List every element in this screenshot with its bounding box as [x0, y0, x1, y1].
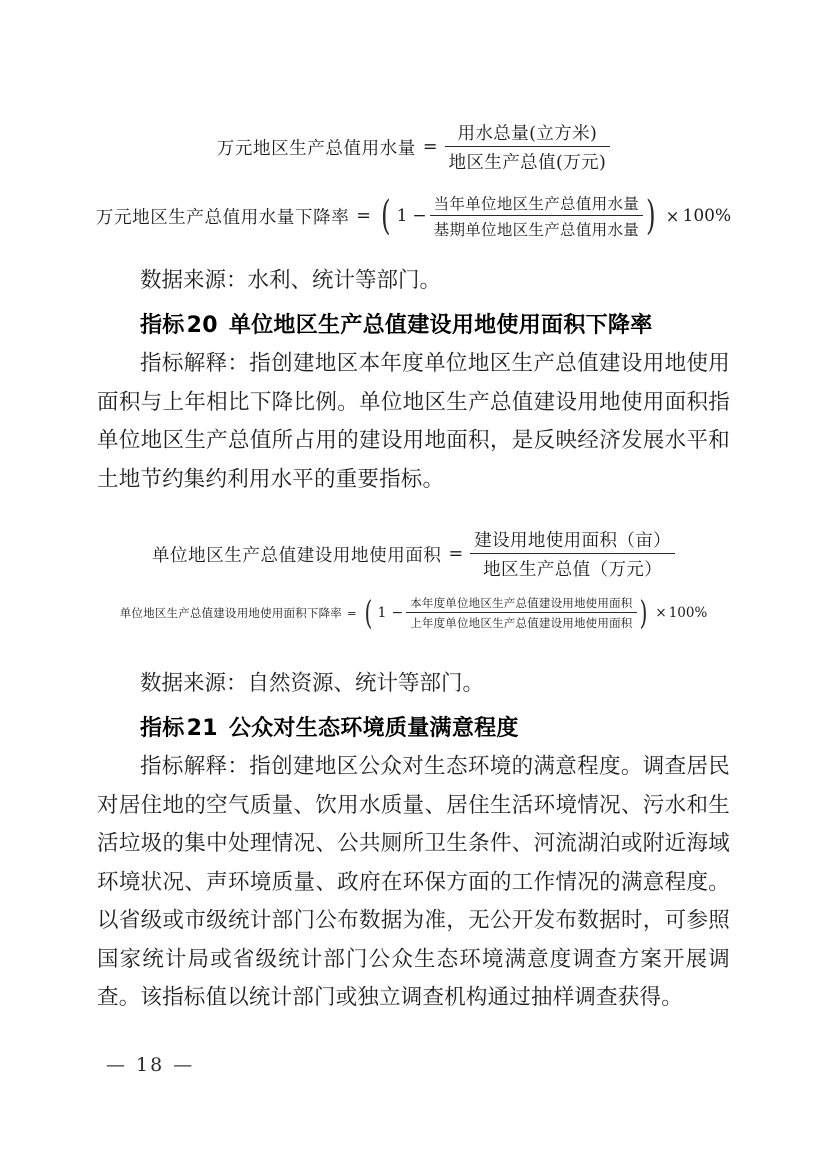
formula-4-percent: 100% — [668, 605, 708, 621]
data-source-line-2: 数据来源：自然资源、统计等部门。 — [140, 671, 485, 696]
formula-2-denominator: 基期单位地区生产总值用水量 — [433, 221, 640, 239]
heading-20-title: 单位地区生产总值建设用地使用面积下降率 — [228, 312, 653, 338]
page-number-footer — [97, 1054, 203, 1076]
page-number-value: 18 — [136, 1054, 165, 1076]
formula-2-percent: 100% — [682, 206, 732, 226]
formula-1-fraction — [445, 120, 611, 174]
heading-21-label: 指标 — [140, 715, 185, 741]
formula-4-one: 1 — [377, 605, 387, 621]
paragraph-indicator-21-explanation: 指标解释：指创建地区公众对生态环境的满意程度。调查居民对居住地的空气质量、饮用水质量、居住生活环境情况、污水和生活垃圾的集中处理情况、公共厕所卫生条件、河流湖泊或附近海域环境状况、声环境质量、政府在环保方面的工作情况的满意程度。以省级或市级统计部门公布数据为准，无公开发布数据时，可参照国家统计局或省级统计部门公众生态环境满意度调查方案开展调查。该指标值以统计部门或独立调查机构通过抽样调查获得。 — [97, 754, 730, 1010]
heading-21-title: 公众对生态环境质量满意程度 — [228, 715, 519, 741]
data-source-line-1: 数据来源：水利、统计等部门。 — [140, 268, 442, 293]
formula-1-denominator: 地区生产总值(万元) — [448, 153, 607, 173]
formula-3-numerator: 建设用地使用面积（亩） — [470, 527, 675, 554]
heading-21-number: 21 — [186, 715, 218, 741]
formula-2-numerator: 当年单位地区生产总值用水量 — [430, 192, 643, 216]
formula-4-fraction — [406, 595, 636, 631]
formula-2-fraction — [430, 192, 643, 240]
formula-2-left-side: 万元地区生产总值用水量下降率 — [95, 207, 350, 228]
formula-4-minus-sign: − — [391, 605, 404, 621]
heading-20-label: 指标 — [140, 312, 185, 338]
paragraph-indicator-20-explanation: 指标解释：指创建地区本年度单位地区生产总值建设用地使用面积与上年相比下降比例。单位地区生产总值建设用地使用面积指单位地区生产总值所占用的建设用地面积，是反映经济发展水平和土地节约集约利用水平的重要指标。 — [97, 351, 730, 492]
formula-4-numerator: 本年度单位地区生产总值建设用地使用面积 — [406, 595, 636, 613]
formula-4-times-sign: × — [655, 605, 667, 621]
heading-20-number: 20 — [186, 312, 218, 338]
formula-construction-land-decline-rate — [97, 595, 730, 631]
formula-2-equals-sign: = — [356, 206, 371, 226]
formula-1-equals-sign: = — [422, 137, 438, 157]
formula-2-close-paren: ) — [646, 192, 656, 239]
formula-4-left-side: 单位地区生产总值建设用地使用面积下降率 — [119, 606, 343, 620]
formula-3-denominator: 地区生产总值（万元） — [483, 560, 663, 580]
formula-4-open-paren: ( — [364, 593, 373, 633]
heading-indicator-21 — [97, 710, 730, 749]
formula-2-minus-sign: − — [412, 206, 427, 226]
page-number-dash-left: — — [106, 1054, 127, 1076]
formula-2-open-paren: ( — [380, 192, 391, 239]
formula-1-left-side: 万元地区生产总值用水量 — [216, 138, 416, 159]
formula-gdp-water-decline-rate — [97, 192, 730, 240]
formula-4-denominator: 上年度单位地区生产总值建设用地使用面积 — [410, 616, 633, 630]
formula-3-fraction — [470, 527, 675, 581]
formula-gdp-construction-land-area — [97, 527, 730, 581]
formula-3-left-side: 单位地区生产总值建设用地使用面积 — [151, 545, 442, 566]
formula-2-one: 1 — [396, 206, 408, 226]
heading-indicator-20 — [97, 307, 730, 346]
formula-3-equals-sign: = — [448, 544, 464, 564]
formula-gdp-water-usage — [97, 120, 730, 174]
formula-4-close-paren: ) — [638, 593, 647, 633]
formula-4-equals-sign: = — [347, 606, 357, 620]
page-number-dash-right: — — [173, 1054, 195, 1076]
formula-2-times-sign: × — [665, 206, 680, 226]
formula-1-numerator: 用水总量(立方米) — [445, 120, 611, 147]
